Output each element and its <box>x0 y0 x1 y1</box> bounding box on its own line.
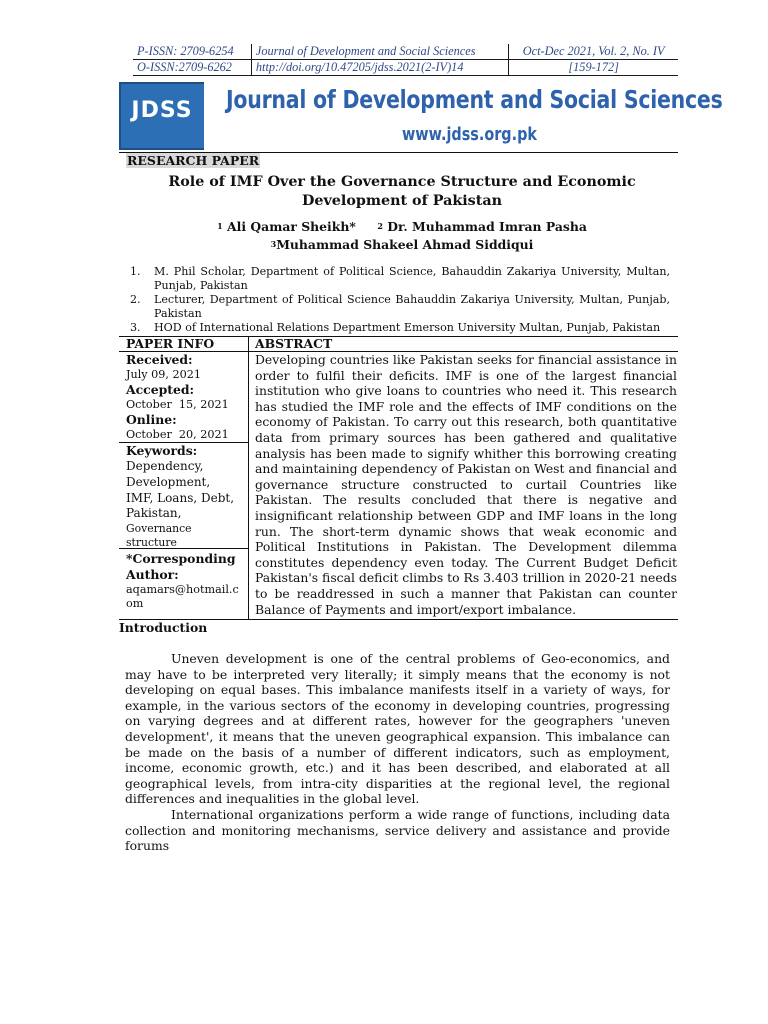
affiliation-number: 3. <box>130 321 141 334</box>
affiliation-item <box>130 265 670 293</box>
authors-line1 <box>126 218 678 236</box>
journal-name: Journal of Development and Social Sciences <box>251 44 508 60</box>
author-sup: 1 <box>217 221 223 231</box>
journal-title: Journal of Development and Social Sciences <box>226 85 723 114</box>
author-sup: 2 <box>377 221 383 231</box>
keyword: Pakistan, <box>126 506 182 520</box>
issue-info: Oct-Dec 2021, Vol. 2, No. IV <box>509 44 678 60</box>
affiliation-item <box>130 293 670 321</box>
affiliation-number: 2. <box>130 293 141 306</box>
author-name: Ali Qamar Sheikh* <box>227 219 356 234</box>
paper-title-line1: Role of IMF Over the Governance Structure and Economic <box>168 174 636 190</box>
keyword: IMF, Loans, Debt, <box>126 491 235 505</box>
abstract-heading: ABSTRACT <box>255 336 333 351</box>
accepted-label: Accepted: <box>126 382 195 397</box>
paper-type-label: RESEARCH PAPER <box>127 153 260 168</box>
affiliation-text: HOD of International Relations Department Emerson University Multan, Punjab, Pakistan <box>154 321 661 334</box>
paper-info-heading: PAPER INFO <box>126 336 215 351</box>
info-column-divider <box>248 336 249 619</box>
affiliations-list <box>130 265 670 335</box>
paper-title-line2: Development of Pakistan <box>301 193 502 209</box>
keyword-small: structure <box>126 536 177 549</box>
email-line1[interactable]: aqamars@hotmail.c <box>126 583 239 596</box>
corresponding-label: *Corresponding <box>126 551 236 566</box>
header-table <box>133 44 678 76</box>
keyword-small: Governance <box>126 522 192 535</box>
affiliation-number: 1. <box>130 265 141 278</box>
keywords-label: Keywords: <box>126 443 198 458</box>
intro-paragraph-2: International organizations perform a wide range of functions, including data collection and monitoring mechanisms, service delivery and assistance and provide forums <box>125 807 670 854</box>
author-name: Dr. Muhammad Imran Pasha <box>387 219 587 234</box>
online-date: October 20, 2021 <box>126 428 229 441</box>
journal-url[interactable]: www.jdss.org.pk <box>402 124 537 145</box>
page-range: [159-172] <box>509 60 678 76</box>
keyword: Dependency, <box>126 459 204 473</box>
affiliation-text: Lecturer, Department of Political Science Bahauddin Zakariya University, Multan, Punjab, Pakistan <box>154 293 670 320</box>
received-date: July 09, 2021 <box>126 368 201 381</box>
author-name: Muhammad Shakeel Ahmad Siddiqui <box>276 237 534 252</box>
keyword: Development, <box>126 475 211 489</box>
accepted-date: October 15, 2021 <box>126 398 229 411</box>
affiliation-item <box>130 321 670 335</box>
introduction-heading: Introduction <box>119 620 208 635</box>
author-sup: 3 <box>270 239 277 249</box>
received-label: Received: <box>126 352 193 367</box>
abstract-text: Developing countries like Pakistan seeks for financial assistance in order to fulfil their deficits. IMF is one of the largest financial institution who give loans to countries who need it. This research has studied the IMF role and the effects of IMF conditions on the economy of Pakistan. To carry out this research, both quantitative data from primary sources has been gathered and qualitative analysis has been made to signify whither this borrowing creating and maintaining dependency of Pakistan on West and financial and governance structure constructed to curtail Countries like Pakistan. The results concluded that there is negative and insignificant relationship between GDP and IMF loans in the long run. The short-term dynamic shows that weak economic and Political Institutions in Pakistan. The Development dilemma constitutes dependency even today. The Current Budget Deficit Pakistan's fiscal deficit climbs to Rs 3.403 trillion in 2020-21 needs to be readdressed in such a manner that Pakistan can counter Balance of Payments and import/export imbalance. <box>255 352 677 617</box>
logo-text: JDSS <box>131 98 193 123</box>
email-line2[interactable]: om <box>126 597 144 610</box>
doi-link[interactable]: http://doi.org/10.47205/jdss.2021(2-IV)14 <box>251 60 508 76</box>
affiliation-text: M. Phil Scholar, Department of Political Science, Bahauddin Zakariya University, Multan, Punjab, Pakistan <box>154 265 670 292</box>
author-label: Author: <box>126 567 179 582</box>
online-label: Online: <box>126 412 177 427</box>
oissn: O-ISSN:2709-6262 <box>133 60 251 76</box>
pissn: P-ISSN: 2709-6254 <box>133 44 251 60</box>
authors-line2 <box>126 236 678 254</box>
intro-paragraph-1: Uneven development is one of the central problems of Geo-economics, and may have to be interpreted very literally; it simply means that the economy is not developing on equal bases. This imbalance manifests itself in a variety of ways, for example, in the various sectors of the economy in developing countries, progressing on varying degrees and at different rates, however for the geographers 'uneven development', it means that the uneven geographical expansion. This imbalance can be made on the basis of a number of different indicators, such as employment, income, economic growth, etc.) and it has been described, and elaborated at all geographical levels, from intra-city disparities at the regional level, the regional differences and inequalities in the global level. <box>125 651 670 807</box>
